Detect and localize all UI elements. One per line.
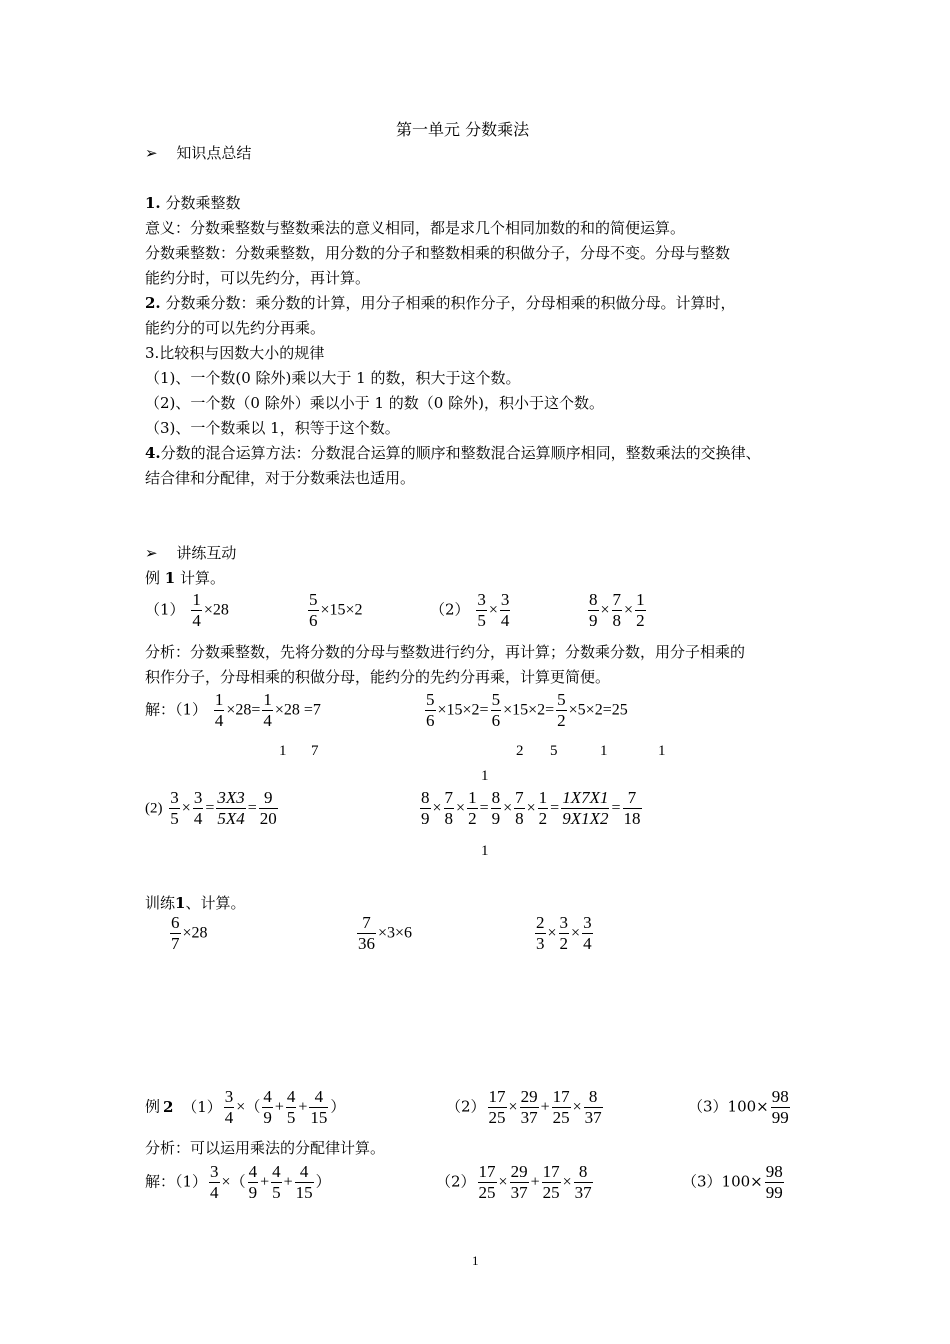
example-1-solution-2b — [418, 788, 644, 829]
example-1-problem-1b — [306, 590, 363, 631]
numerator: 1 — [538, 788, 548, 807]
operator: × — [181, 799, 191, 817]
section-heading-text: 知识点总结 — [176, 144, 252, 162]
fraction — [224, 1087, 235, 1128]
training-1-problem-2 — [355, 913, 412, 954]
operator: ×5×2=25 — [568, 701, 628, 719]
example-1-analysis-1: 分析：分数乘整数，先将分数的分母与整数进行约分，再计算；分数乘分数，用分子相乘的 — [145, 643, 746, 661]
example-2-analysis: 分析：可以运用乘法的分配律计算。 — [145, 1139, 386, 1157]
denominator: 2 — [468, 809, 477, 828]
example-number: 1 — [164, 569, 176, 587]
numerator: 8 — [589, 590, 598, 609]
denominator: 9 — [421, 809, 430, 828]
operator: × — [432, 799, 442, 817]
cancel-mark: 1 — [481, 843, 489, 859]
numerator: 4 — [248, 1162, 258, 1181]
denominator: 25 — [488, 1108, 506, 1127]
bullet-arrow-icon: ➢ — [145, 544, 158, 562]
denominator: 9 — [263, 1108, 272, 1127]
fraction — [561, 788, 609, 829]
denominator: 8 — [612, 611, 622, 630]
operator: × — [221, 1173, 231, 1191]
example-2-problem-2: （2） $\frac{17}{25}$ × $\frac{29}{37}$ + $\frac{17}{25}$ × $\frac{8}{37}$ — [446, 1087, 602, 1127]
example-1-problem-2a — [430, 590, 512, 631]
operator: × — [624, 601, 634, 619]
fraction — [623, 788, 642, 829]
page-number: 1 — [472, 1253, 479, 1268]
cancel-mark: 5 — [550, 743, 558, 759]
fraction — [765, 1162, 784, 1203]
item-text: 分数乘分数：乘分数的计算，用分子相乘的积作分子，分母相乘的积做分母。计算时， — [160, 294, 736, 312]
denominator: 4 — [263, 711, 272, 730]
example-2-problem-1: 例 2 （1） $\frac{3}{4}$ ×（ $\frac{4}{9}$ + $\frac{4}{5}$ + $\frac{4}{15}$ ） — [145, 1087, 346, 1127]
numerator: 7 — [362, 913, 371, 932]
fraction — [535, 913, 546, 954]
numerator: 1 — [468, 788, 477, 807]
denominator: 8 — [515, 809, 524, 828]
denominator: 4 — [214, 711, 224, 730]
numerator: 4 — [286, 1087, 296, 1106]
denominator: 5 — [272, 1183, 281, 1202]
operator: × — [488, 601, 498, 619]
numerator: 5 — [309, 590, 318, 609]
denominator: 4 — [224, 1108, 234, 1127]
page-title: 第一单元 分数乘法 — [396, 120, 530, 139]
denominator: 4 — [192, 611, 201, 630]
cancel-mark: 1 — [658, 743, 666, 759]
operator: ×15×2= — [437, 701, 489, 719]
denominator: 25 — [478, 1183, 496, 1202]
denominator: 7 — [171, 934, 180, 953]
numerator: 29 — [510, 1162, 528, 1181]
denominator: 6 — [309, 611, 318, 630]
denominator: 6 — [491, 711, 501, 730]
numerator: 1 — [214, 690, 224, 709]
fraction — [271, 1162, 282, 1203]
fraction — [309, 1087, 328, 1128]
fraction — [612, 590, 623, 631]
numerator: 6 — [171, 913, 180, 932]
operator: + — [540, 1098, 550, 1116]
knowledge-1-line-3: 能约分时，可以先约分，再计算。 — [145, 269, 371, 287]
training-1-problem-1 — [168, 913, 208, 954]
denominator: 5 — [286, 1108, 296, 1127]
solution-label: (2) — [145, 800, 163, 817]
denominator: 37 — [520, 1108, 538, 1127]
knowledge-2-line-2: 能约分的可以先约分再乘。 — [145, 319, 326, 337]
numerator: 3 — [583, 913, 592, 932]
fraction — [444, 788, 455, 829]
fraction — [262, 1087, 273, 1128]
example-1-title — [145, 568, 225, 588]
operator: × — [600, 601, 610, 619]
denominator: 6 — [426, 711, 435, 730]
knowledge-3-title: 3.比较积与因数大小的规律 — [145, 344, 325, 362]
denominator: 8 — [444, 809, 454, 828]
operator: + — [530, 1173, 540, 1191]
fraction — [191, 590, 202, 631]
section-heading-text: 讲练互动 — [176, 544, 237, 562]
example-label: 例 — [145, 569, 161, 587]
numerator: 5 — [491, 690, 501, 709]
fraction — [491, 690, 502, 731]
fraction — [552, 1087, 571, 1128]
denominator: 4 — [193, 809, 203, 828]
numerator: 17 — [488, 1087, 506, 1106]
numerator: 3 — [210, 1162, 219, 1181]
bullet-arrow-icon: ➢ — [145, 144, 158, 162]
numerator: 1 — [263, 690, 272, 709]
problem-label: （1） — [145, 600, 185, 619]
operator: ×3×6 — [378, 924, 413, 942]
operator: × — [572, 1098, 582, 1116]
numerator: 1X7X1 — [562, 788, 609, 807]
fraction — [262, 690, 273, 731]
example-2-solution-1: 解：（1） $\frac{3}{4}$ ×（ $\frac{4}{9}$ + $\frac{4}{5}$ + $\frac{4}{15}$ ） — [145, 1162, 331, 1202]
operator: × — [498, 1173, 508, 1191]
denominator: 9X1X2 — [562, 809, 609, 828]
item-number: 4. — [145, 444, 161, 462]
denominator: 2 — [538, 809, 548, 828]
numerator: 8 — [588, 1087, 598, 1106]
denominator: 4 — [583, 934, 592, 953]
operator: × — [456, 799, 466, 817]
fraction — [259, 788, 278, 829]
numerator: 2 — [536, 913, 545, 932]
denominator: 2 — [636, 611, 645, 630]
operator: × — [562, 1173, 572, 1191]
denominator: 4 — [210, 1183, 219, 1202]
denominator: 25 — [552, 1108, 570, 1127]
problem-label: （2） — [430, 600, 470, 619]
operator: ×28 — [203, 601, 229, 619]
fraction — [209, 1162, 220, 1203]
item-text: 分数的混合运算方法：分数混合运算的顺序和整数混合运算顺序相同，整数乘法的交换律、 — [160, 444, 761, 462]
numerator: 3 — [193, 788, 203, 807]
operator: ×28= — [226, 701, 261, 719]
numerator: 4 — [272, 1162, 281, 1181]
example-1-solution-1 — [145, 690, 321, 731]
example-1-solution-2a — [145, 788, 280, 829]
operator: × — [547, 924, 557, 942]
fraction — [635, 590, 646, 631]
operator: × — [526, 799, 536, 817]
fraction — [771, 1087, 790, 1128]
example-1-analysis-2: 积作分子，分母相乘的积做分母，能约分的先约分再乘，计算更简便。 — [145, 668, 611, 686]
knowledge-1-title — [145, 193, 240, 213]
solution-label: 解：（1） — [145, 700, 208, 719]
section-heading-practice — [145, 543, 236, 563]
denominator: 20 — [259, 809, 277, 828]
denominator: 99 — [771, 1108, 789, 1127]
numerator: 5 — [557, 690, 566, 709]
numerator: 8 — [491, 788, 501, 807]
knowledge-4-line-1 — [145, 443, 761, 463]
operator: ×28 — [182, 924, 208, 942]
numerator: 3 — [477, 590, 486, 609]
denominator: 9 — [491, 809, 501, 828]
numerator: 9 — [264, 788, 273, 807]
knowledge-1-line-2: 分数乘整数：分数乘整数，用分数的分子和整数相乘的积做分子，分母不变。分母与整数 — [145, 244, 731, 262]
numerator: 7 — [444, 788, 454, 807]
operator: + — [298, 1098, 308, 1116]
cancel-mark: 1 — [481, 768, 489, 784]
fraction — [510, 1162, 529, 1203]
fraction — [556, 690, 567, 731]
fraction — [308, 590, 319, 631]
knowledge-3-rule-2: （2)、一个数（0 除外）乘以小于 1 的数（0 除外)，积小于这个数。 — [145, 394, 604, 412]
numerator: 3X3 — [217, 788, 245, 807]
denominator: 2 — [557, 711, 566, 730]
fraction — [286, 1087, 297, 1128]
denominator: 5 — [477, 611, 486, 630]
example-1-problem-2b — [586, 590, 648, 631]
fraction — [574, 1162, 593, 1203]
fraction — [488, 1087, 507, 1128]
fraction — [588, 590, 599, 631]
operator: × — [503, 799, 513, 817]
fraction — [538, 788, 549, 829]
numerator: 8 — [578, 1162, 588, 1181]
operator: × — [571, 924, 581, 942]
fraction — [193, 788, 204, 829]
fraction — [248, 1162, 259, 1203]
example-2-solution-2: （2） $\frac{17}{25}$ × $\frac{29}{37}$ + $\frac{17}{25}$ × $\frac{8}{37}$ — [436, 1162, 592, 1202]
knowledge-4-line-2: 结合律和分配律，对于分数乘法也适用。 — [145, 469, 416, 487]
numerator: 3 — [559, 913, 569, 932]
training-1-problem-3 — [533, 913, 595, 954]
example-1-solution-1b — [423, 690, 628, 731]
denominator: 37 — [574, 1183, 592, 1202]
operator: = — [611, 799, 621, 817]
numerator: 1 — [636, 590, 645, 609]
operator: = — [550, 799, 560, 817]
fraction — [500, 590, 511, 631]
numerator: 17 — [542, 1162, 560, 1181]
fraction — [295, 1162, 314, 1203]
example-task: 计算。 — [175, 569, 226, 587]
example-2-solution-3: （3）100× $\frac{98}{99}$ — [682, 1162, 783, 1202]
numerator: 8 — [421, 788, 430, 807]
section-heading-knowledge — [145, 143, 251, 163]
knowledge-2-line-1 — [145, 293, 735, 313]
fraction — [357, 913, 376, 954]
numerator: 4 — [314, 1087, 324, 1106]
fraction — [216, 788, 245, 829]
knowledge-3-rule-3: （3)、一个数乘以 1，积等于这个数。 — [145, 419, 400, 437]
fraction — [420, 788, 431, 829]
fraction — [582, 913, 593, 954]
example-1-problem-1a — [145, 590, 229, 631]
cancel-mark: 2 — [516, 743, 524, 759]
numerator: 1 — [192, 590, 201, 609]
denominator: 15 — [310, 1108, 328, 1127]
fraction — [542, 1162, 561, 1203]
fraction — [170, 913, 181, 954]
denominator: 37 — [510, 1183, 528, 1202]
operator: ×15×2 — [320, 601, 363, 619]
fraction — [559, 913, 570, 954]
cancel-mark: 1 — [600, 743, 608, 759]
operator: = — [247, 799, 257, 817]
fraction — [425, 690, 436, 731]
numerator: 4 — [299, 1162, 309, 1181]
fraction — [520, 1087, 539, 1128]
denominator: 5X4 — [217, 809, 245, 828]
operator: = — [205, 799, 215, 817]
fraction — [169, 788, 180, 829]
denominator: 36 — [358, 934, 375, 953]
numerator: 3 — [170, 788, 179, 807]
training-1-title: 训练1、计算。 — [145, 894, 246, 912]
cancel-mark: 1 — [279, 743, 287, 759]
numerator: 3 — [224, 1087, 234, 1106]
denominator: 37 — [584, 1108, 602, 1127]
fraction — [476, 590, 487, 631]
denominator: 2 — [559, 934, 569, 953]
denominator: 25 — [542, 1183, 560, 1202]
operator: × — [236, 1098, 246, 1116]
fraction — [584, 1087, 603, 1128]
denominator: 9 — [589, 611, 598, 630]
example-2-problem-3: （3）100× $\frac{98}{99}$ — [688, 1087, 789, 1127]
fraction — [514, 788, 525, 829]
numerator: 17 — [478, 1162, 496, 1181]
operator: ×28 =7 — [274, 701, 321, 719]
operator: + — [274, 1098, 284, 1116]
numerator: 98 — [771, 1087, 789, 1106]
numerator: 17 — [552, 1087, 570, 1106]
item-text: 分数乘整数 — [160, 194, 241, 212]
numerator: 5 — [426, 690, 435, 709]
fraction — [467, 788, 478, 829]
operator: ×15×2= — [503, 701, 555, 719]
numerator: 7 — [627, 788, 637, 807]
operator: × — [508, 1098, 518, 1116]
numerator: 3 — [500, 590, 510, 609]
denominator: 3 — [536, 934, 545, 953]
numerator: 98 — [765, 1162, 783, 1181]
operator: + — [283, 1173, 293, 1191]
denominator: 15 — [295, 1183, 313, 1202]
denominator: 18 — [623, 809, 641, 828]
operator: = — [479, 799, 489, 817]
denominator: 5 — [170, 809, 179, 828]
knowledge-3-rule-1: （1)、一个数(0 除外)乘以大于 1 的数，积大于这个数。 — [145, 369, 521, 387]
fraction — [491, 788, 502, 829]
numerator: 7 — [515, 788, 524, 807]
operator: + — [260, 1173, 270, 1191]
numerator: 4 — [263, 1087, 272, 1106]
numerator: 29 — [520, 1087, 538, 1106]
denominator: 99 — [765, 1183, 783, 1202]
fraction — [478, 1162, 497, 1203]
denominator: 9 — [248, 1183, 258, 1202]
numerator: 7 — [612, 590, 622, 609]
fraction — [214, 690, 225, 731]
denominator: 4 — [500, 611, 510, 630]
item-number: 2. — [145, 294, 161, 312]
item-number: 1. — [145, 194, 161, 212]
cancel-mark: 7 — [311, 743, 319, 759]
knowledge-1-line-1: 意义：分数乘整数与整数乘法的意义相同，都是求几个相同加数的和的简便运算。 — [145, 219, 686, 237]
